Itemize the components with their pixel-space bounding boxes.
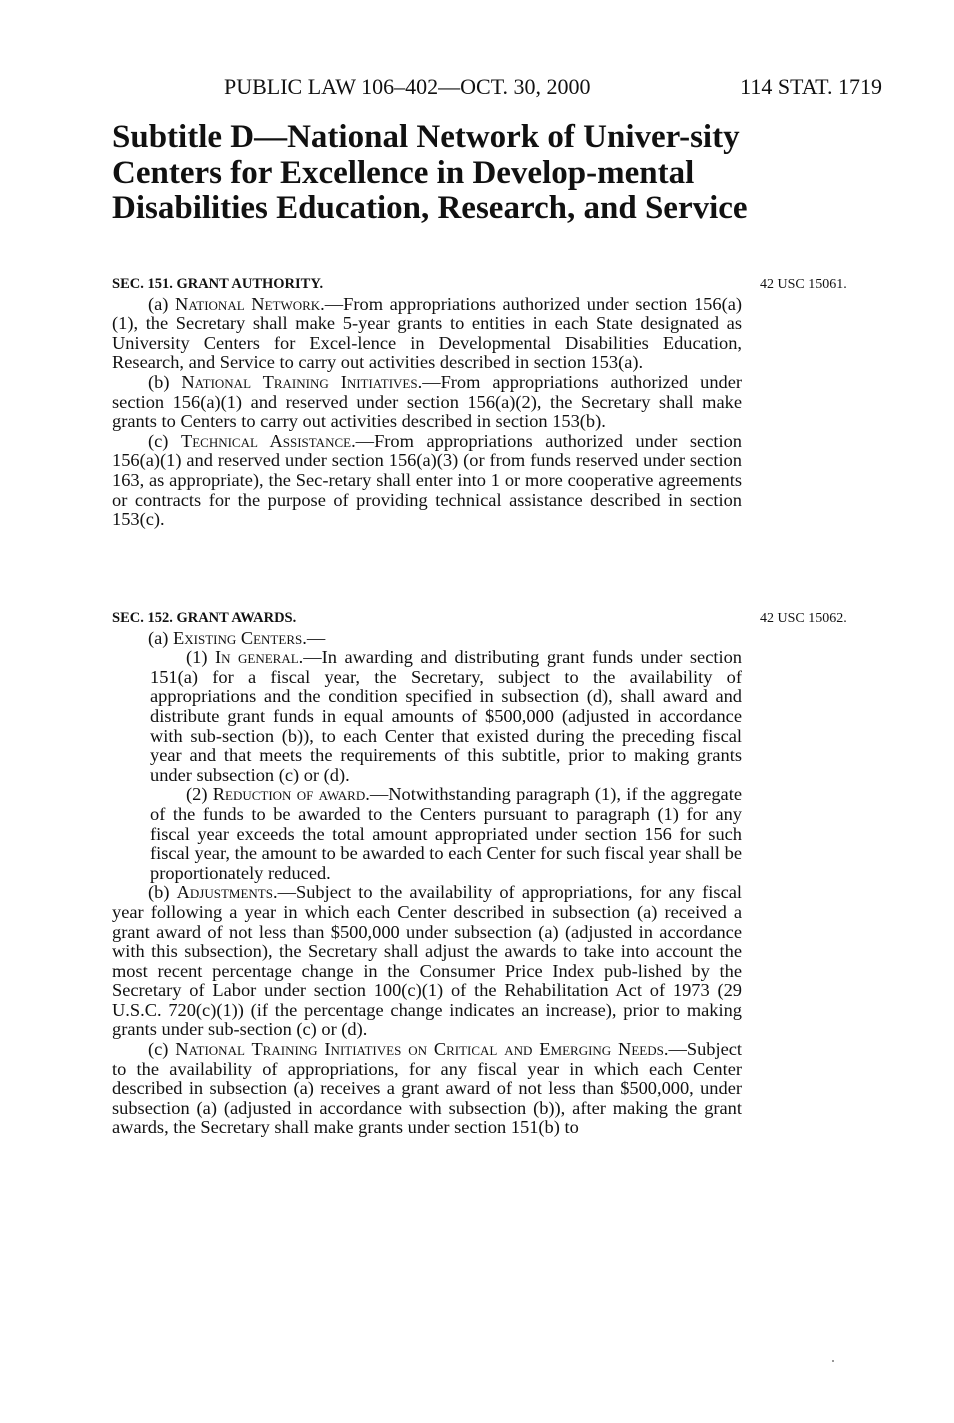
paragraph-caption: Reduction of award.: [212, 784, 370, 805]
scan-speck: [832, 1360, 834, 1362]
section-heading: SEC. 152. GRANT AWARDS.: [112, 610, 297, 626]
subtitle-heading: Subtitle D—National Network of Univer-sity Centers for Excellence in Develop-mental Disabilities Education, Research, and Service: [112, 119, 748, 226]
paragraph-2: (2) Reduction of award.—Notwithstanding paragraph (1), if the aggregate of the funds to be awarded to the Centers pursuant to paragraph (1) for any fiscal year exceeds the total amount appropriated under section 156 for such fiscal year, the amount to be awarded to each Center for such fiscal year shall be proportionately reduced.: [150, 784, 742, 883]
subsection-caption: National Network.: [175, 293, 325, 314]
section-151: [112, 275, 742, 530]
running-head: [112, 72, 882, 102]
subsection-b: (b) National Training Initiatives.—From appropriations authorized under section 156(a)(1) and reserved under section 156(a)(2), the Secretary shall make grants to Centers to carry out activities described in section 153(b).: [112, 371, 742, 432]
subsection-a: (a) National Network.—From appropriations authorized under section 156(a)(1), the Secretary shall make 5-year grants to entities in each State designated as University Centers for Excel-lence in Developmental Disabilities Education, Research, and Service to carry out activities described in section 153(a).: [112, 293, 742, 373]
subsection-c: (c) National Training Initiatives on Critical and Emerging Needs.—Subject to the availability of appropriations, for any fiscal year in which each Center described in subsection (a) receives a grant award of not less than $500,000, under subsection (a) (adjusted in accordance with subsection (b)), after making the grant awards, the Secretary shall make grants under section 151(b) to: [112, 1039, 743, 1138]
subsection-caption: National Training Initiatives on Critical and Emerging Needs.: [175, 1039, 669, 1060]
subsection-caption: Existing Centers.: [173, 627, 307, 648]
subsection-caption: National Training Initiatives.: [181, 371, 423, 392]
running-head-citation: PUBLIC LAW 106–402—OCT. 30, 2000: [224, 74, 591, 99]
subsection-c: (c) Technical Assistance.—From appropriations authorized under section 156(a)(1) and reserved under section 156(a)(3) (or from funds reserved under section 163, as appropriate), the Sec-retary shall enter into 1 or more cooperative agreements or contracts for the purpose of providing technical assistance described in section 153(c).: [112, 430, 742, 530]
subsection-caption: Adjustments.: [176, 882, 278, 903]
section-heading: SEC. 151. GRANT AUTHORITY.: [112, 276, 324, 292]
paragraph-caption: In general.: [214, 647, 304, 668]
subsection-caption: Technical Assistance.: [180, 430, 356, 451]
margin-note-sec152: 42 USC 15062.: [760, 611, 847, 626]
paragraph-block: [150, 648, 742, 883]
margin-note-sec151: 42 USC 15061.: [760, 277, 847, 292]
page-number: 114 STAT. 1719: [740, 74, 882, 99]
paragraph-1: (1) In general.—In awarding and distributing grant funds under section 151(a) for a fiscal year, the Secretary, subject to the availability of appropriations and the condition specified in subsection (d), shall award and distribute grant funds in equal amounts of $500,000 (adjusted in accordance with sub-section (b)), to each Center that existed during the preceding fiscal year and that meets the requirements of this subtitle, prior to making grants under subsection (c) or (d).: [150, 647, 742, 785]
subsection-a: (a) Existing Centers.—: [148, 627, 326, 648]
subsection-b: (b) Adjustments.—Subject to the availability of appropriations, for any fiscal year following a year in which each Center described in subsection (a) received a grant award of not less than $500,000 under subsection (a) (adjusted in accordance with this subsection), the Secretary shall adjust the awards to take into account the most recent percentage change in the Consumer Price Index pub-lished by the Secretary of Labor under section 100(c)(1) of the Rehabilitation Act of 1973 (29 U.S.C. 720(c)(1)) (if the percentage change indicates an increase), prior to making grants under sub-section (c) or (d).: [112, 882, 742, 1040]
section-152: [112, 609, 742, 1138]
